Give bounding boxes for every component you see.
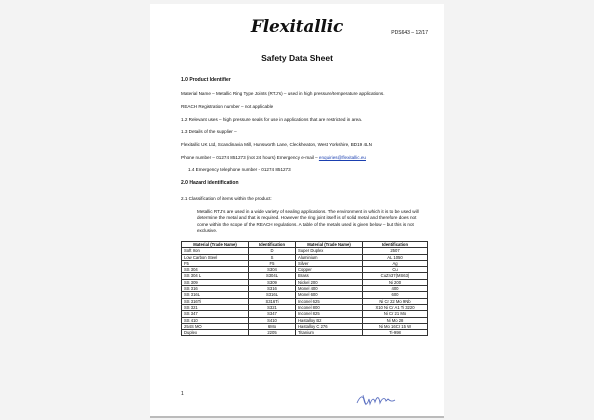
supplier-address: Flexitallic UK Ltd, Scandinavia Mill, Hunsworth Lane, Cleckheaton, West Yorkshire, BD19 4LN <box>181 142 372 147</box>
company-logo: Flexitallic <box>250 17 344 37</box>
table-cell: F5 <box>182 260 249 266</box>
page-bottom-rule <box>150 416 444 418</box>
table-cell: Ag <box>363 260 428 266</box>
section-2-heading: 2.0 Hazard identification <box>181 180 239 186</box>
table-cell: SS 347 <box>182 311 249 317</box>
phone-line <box>181 155 366 160</box>
table-header-cell: Material (Trade Name) <box>182 242 249 248</box>
table-cell: Copper <box>296 267 363 273</box>
table-cell: S <box>249 254 296 260</box>
table-cell: Hastalloy B2 <box>296 317 363 323</box>
table-cell: SS 309 <box>182 279 249 285</box>
table-cell: Cu <box>363 267 428 273</box>
table-cell: AL 1050 <box>363 254 428 260</box>
table-cell: Inconel 825 <box>296 311 363 317</box>
table-cell: SS 316L <box>182 292 249 298</box>
reach-registration-text: REACH Registration number – not applicable <box>181 104 274 109</box>
table-cell: Ni 200 <box>363 279 428 285</box>
table-body <box>182 248 428 336</box>
document-reference: PDS643 – 12/17 <box>391 30 428 36</box>
table-cell: S316L <box>249 292 296 298</box>
material-name-text: Material Name – Metallic Ring Type Joints (RTJ’s) – used in high pressure/temperature applications. <box>181 91 385 96</box>
table-cell: Duplex <box>182 330 249 336</box>
supplier-heading: 1.3 Details of the supplier – <box>181 129 237 134</box>
table-cell: SS 410 <box>182 317 249 323</box>
relevant-uses-text: 1.2 Relevant uses – high pressure seals for use in applications that are restricted in area. <box>181 117 363 122</box>
table-cell: 6Mo <box>249 323 296 329</box>
table-row <box>182 330 428 336</box>
table-header-cell: Identification <box>363 242 428 248</box>
table-cell: S410 <box>249 317 296 323</box>
emergency-phone-text: 1.4 Emergency telephone number - 01274 851273 <box>188 167 291 172</box>
table-cell: Aluminium <box>296 254 363 260</box>
section-1-heading: 1.0 Product Identifier <box>181 77 231 83</box>
table-cell: S304L <box>249 273 296 279</box>
table-cell: S304 <box>249 267 296 273</box>
table-cell: Brass <box>296 273 363 279</box>
table-cell: 600 <box>363 292 428 298</box>
table-cell: SS 304 L <box>182 273 249 279</box>
table-cell: Monel 400 <box>296 286 363 292</box>
table-cell: Ni Cr 22 Mo 9Nb <box>363 298 428 304</box>
table-cell: Nickel 200 <box>296 279 363 285</box>
table-header-cell: Material (Trade Name) <box>296 242 363 248</box>
table-cell: Ni Mo 28 <box>363 317 428 323</box>
email-link[interactable]: enquiries@flexitallic.eu <box>318 155 366 160</box>
table-cell: 400 <box>363 286 428 292</box>
table-cell: Ti-998 <box>363 330 428 336</box>
table-cell: S321 <box>249 304 296 310</box>
classification-text: 2.1 Classification of items within the product: <box>181 196 272 201</box>
table-cell: Hastalloy C 276 <box>296 323 363 329</box>
table-cell: SS 321 <box>182 304 249 310</box>
table-cell: 254S MO <box>182 323 249 329</box>
page-title: Safety Data Sheet <box>261 53 333 63</box>
table-cell: Ni Cr 21 Mo <box>363 311 428 317</box>
hazard-paragraph: Metallic RTJ’s are used in a wide variety of sealing applications. The environment in which it is to be used will determine the metal and that is required. However the ring joint itself is of solid metal and therefore does not come within the scope of the REACH regulations. A table of the metals used is given below – but this is not exclusive. <box>197 209 419 233</box>
document-page <box>150 4 444 418</box>
table-header-cell: Identification <box>249 242 296 248</box>
table-cell: Soft Iron <box>182 248 249 254</box>
table-cell: Silver <box>296 260 363 266</box>
table-cell: S316 <box>249 286 296 292</box>
table-cell: D <box>249 248 296 254</box>
table-cell: Super Duplex <box>296 248 363 254</box>
table-cell: Titanium <box>296 330 363 336</box>
phone-number-text: Phone number – 01274 851273 (not 24 hours) Emergency e-mail – <box>181 155 319 160</box>
table-cell: S309 <box>249 279 296 285</box>
table-cell: Inconel 625 <box>296 298 363 304</box>
table-cell: Monel 600 <box>296 292 363 298</box>
table-cell: Ni Mo 16Cr 15 W <box>363 323 428 329</box>
table-cell: SS 304 <box>182 267 249 273</box>
table-cell: CuZn37(MS63) <box>363 273 428 279</box>
table-cell: 2205 <box>249 330 296 336</box>
table-cell: S316Ti <box>249 298 296 304</box>
table-cell: 2507 <box>363 248 428 254</box>
table-cell: F5 <box>249 260 296 266</box>
table-cell: SS 316 <box>182 286 249 292</box>
table-cell: Inconel 800 <box>296 304 363 310</box>
metals-table <box>181 241 428 336</box>
signature-image <box>355 392 397 413</box>
table-cell: X10 Ni Cr A1 Ti 3220 <box>363 304 428 310</box>
table-cell: Low Carbon Steel <box>182 254 249 260</box>
table-cell: S347 <box>249 311 296 317</box>
table-cell: SS 316Ti <box>182 298 249 304</box>
page-number: 1 <box>181 391 184 397</box>
